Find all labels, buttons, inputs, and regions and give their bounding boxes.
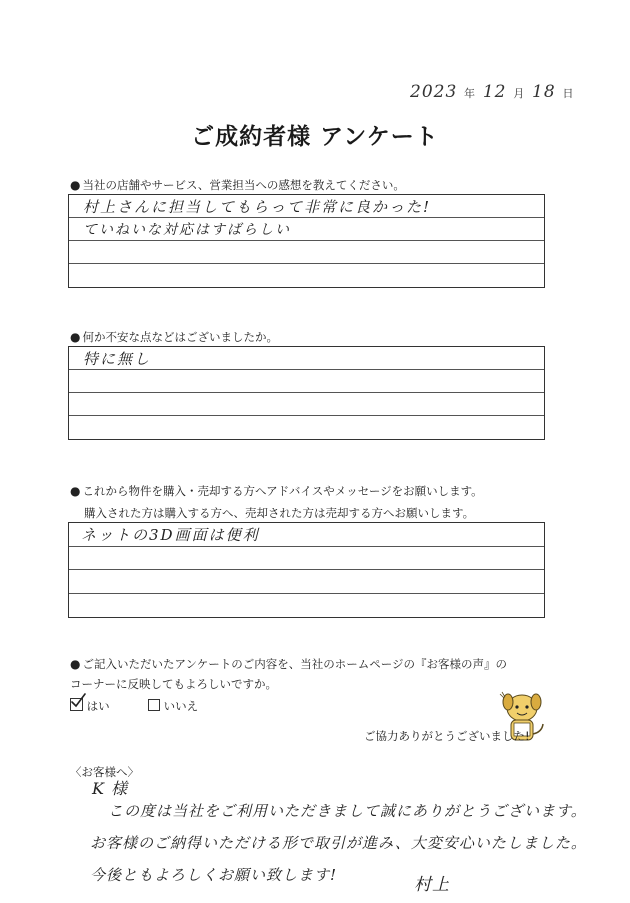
message-line-2: お客様のご納得いただける形で取引が進み、大変安心いたしました。 xyxy=(90,834,587,852)
date-month: 12 xyxy=(482,82,507,102)
yes-option[interactable] xyxy=(70,698,110,714)
date-day-unit: 日 xyxy=(562,87,575,100)
no-option[interactable] xyxy=(148,698,198,714)
question-4-label-2: コーナーに反映してもよろしいですか。 xyxy=(70,677,277,691)
question-1 xyxy=(70,177,405,193)
yes-checkbox[interactable] xyxy=(70,698,83,711)
question-1-label: 当社の店舗やサービス、営業担当への感想を教えてください。 xyxy=(82,178,405,192)
bullet-icon: ● xyxy=(70,330,81,344)
answer-2-line-1: 特に無し xyxy=(83,350,152,368)
signature: 村上 xyxy=(414,875,450,895)
message-line-3: 今後ともよろしくお願い致します! xyxy=(90,866,338,884)
answer-box-2 xyxy=(68,346,545,440)
question-3 xyxy=(70,483,483,499)
question-2-label: 何か不安な点などはございましたか。 xyxy=(82,330,278,344)
answer-1-line-1: 村上さんに担当してもらって非常に良かった! xyxy=(83,198,432,216)
bullet-icon: ● xyxy=(70,178,81,192)
question-2 xyxy=(70,329,278,345)
question-4-label: ご記入いただいたアンケートのご内容を、当社のホームページの『お客様の声』の xyxy=(82,657,508,671)
bullet-icon: ● xyxy=(70,657,81,671)
no-label: いいえ xyxy=(163,699,199,713)
date-year: 2023 xyxy=(410,82,458,102)
date-day: 18 xyxy=(532,82,556,102)
bullet-icon: ● xyxy=(70,484,81,498)
answer-1-line-2: ていねいな対応はすばらしい xyxy=(83,222,291,238)
answer-3-line-1: ネットの3D画面は便利 xyxy=(81,526,260,544)
customer-section-label: 〈お客様へ〉 xyxy=(70,765,139,779)
answer-box-3 xyxy=(68,522,545,618)
check-mark-icon xyxy=(70,693,86,709)
date-month-unit: 月 xyxy=(513,87,526,100)
message-line-1: この度は当社をご利用いただきまして誠にありがとうございます。 xyxy=(108,802,587,820)
page-title: ご成約者様 アンケート xyxy=(191,124,439,150)
thanks-message: ご協力ありがとうございました! xyxy=(364,729,530,743)
yes-label: はい xyxy=(86,699,110,713)
date-year-unit: 年 xyxy=(464,87,477,100)
answer-box-1 xyxy=(68,194,545,288)
survey-date xyxy=(410,82,575,102)
question-4 xyxy=(70,656,507,672)
customer-salutation: K 様 xyxy=(92,779,129,798)
question-3-label-2: 購入された方は購入する方へ、売却された方は売却する方へお願いします。 xyxy=(84,506,475,520)
no-checkbox[interactable] xyxy=(148,699,160,711)
question-3-label: これから物件を購入・売却する方へアドバイスやメッセージをお願いします。 xyxy=(82,484,483,498)
